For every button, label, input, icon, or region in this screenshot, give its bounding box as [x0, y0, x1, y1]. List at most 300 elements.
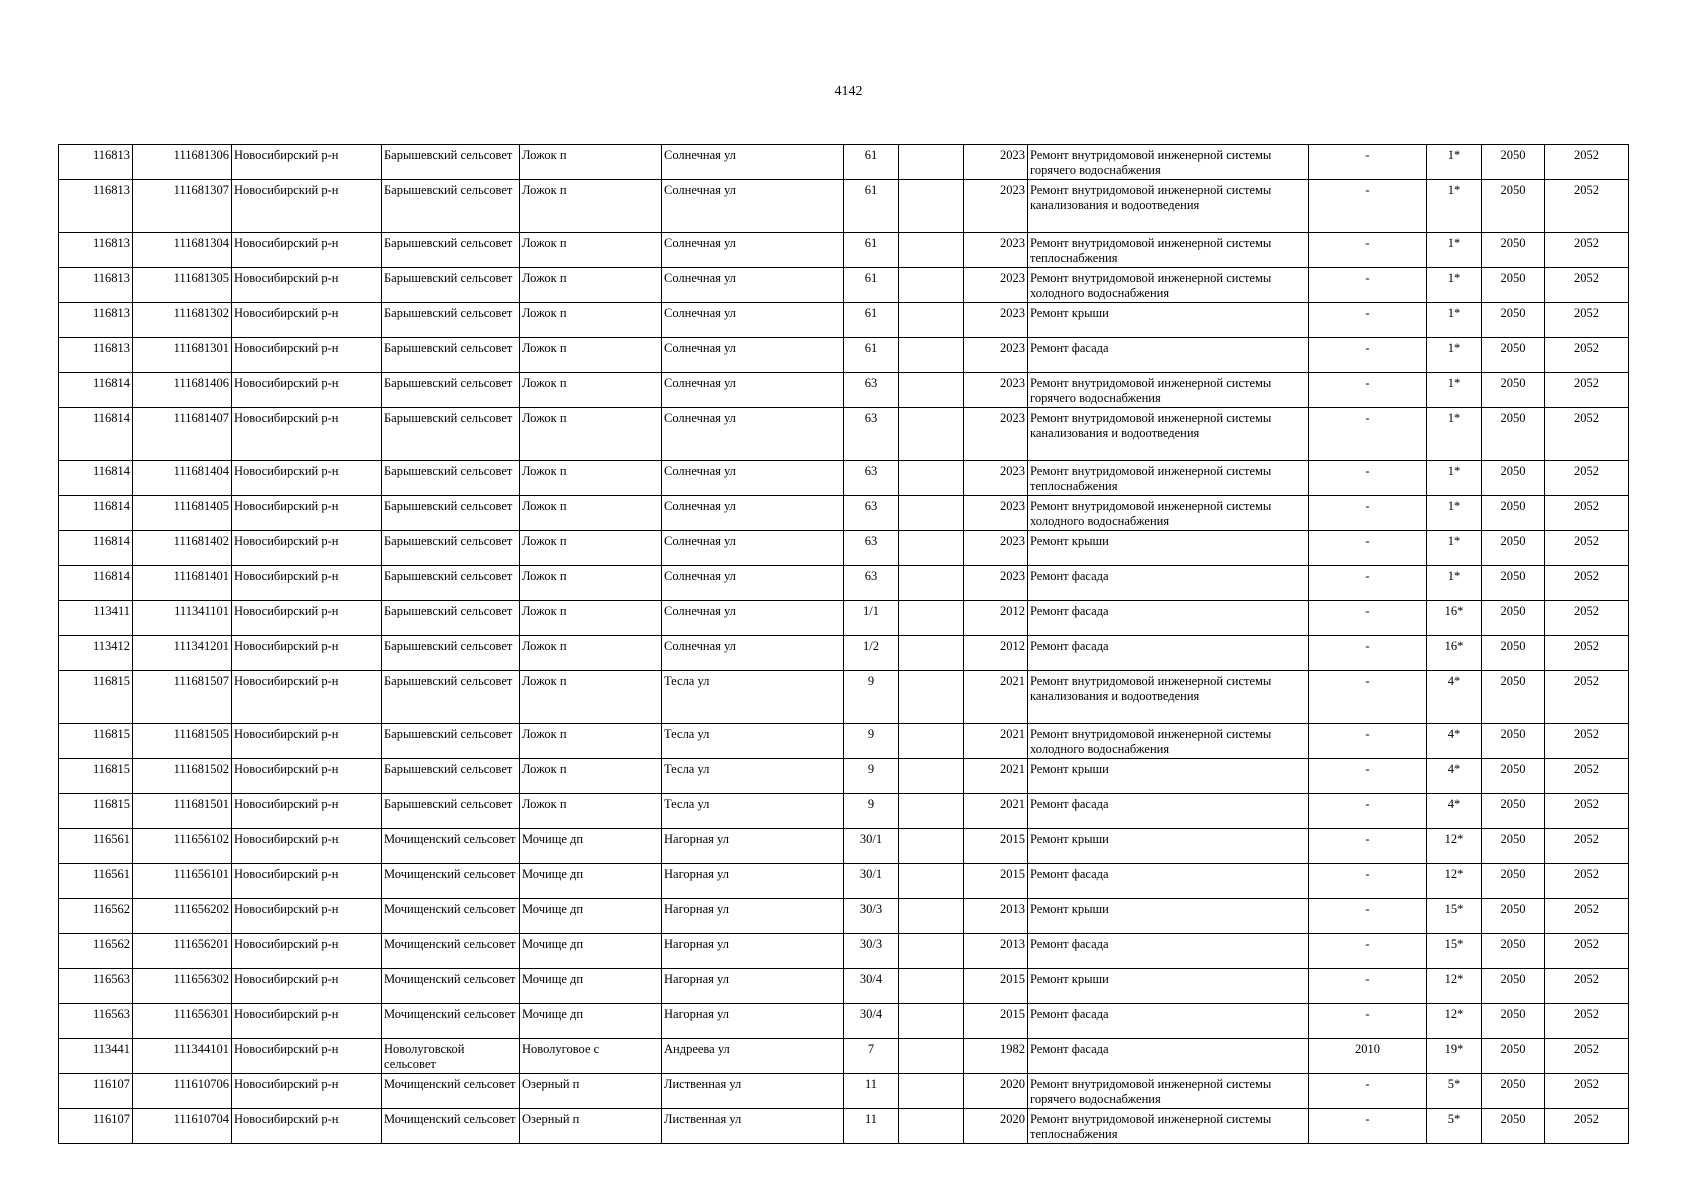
table-row: [59, 408, 1629, 461]
locality-cell: Ложок п: [520, 531, 662, 566]
work-type-cell: Ремонт фасада: [1028, 794, 1309, 829]
work-type-cell: Ремонт крыши: [1028, 759, 1309, 794]
house-number-cell: 63: [844, 373, 899, 408]
building-cell: [899, 934, 964, 969]
table-row: [59, 794, 1629, 829]
start-year-cell: 2050: [1482, 899, 1545, 934]
priority-cell: 12*: [1427, 969, 1482, 1004]
locality-cell: Ложок п: [520, 601, 662, 636]
district-cell: Новосибирский р-н: [232, 864, 382, 899]
record-id-cell: 111341201: [133, 636, 232, 671]
year-cell: 2023: [964, 268, 1028, 303]
end-year-cell: 2052: [1545, 373, 1629, 408]
street-cell: Солнечная ул: [662, 303, 844, 338]
year-cell: 2023: [964, 496, 1028, 531]
year-cell: 2012: [964, 601, 1028, 636]
last-repair-year-cell: -: [1309, 829, 1427, 864]
house-id-cell: 116563: [59, 969, 133, 1004]
end-year-cell: 2052: [1545, 601, 1629, 636]
district-cell: Новосибирский р-н: [232, 829, 382, 864]
house-id-cell: 113411: [59, 601, 133, 636]
priority-cell: 12*: [1427, 1004, 1482, 1039]
end-year-cell: 2052: [1545, 1004, 1629, 1039]
year-cell: 2023: [964, 338, 1028, 373]
house-number-cell: 11: [844, 1074, 899, 1109]
last-repair-year-cell: 2010: [1309, 1039, 1427, 1074]
locality-cell: Ложок п: [520, 794, 662, 829]
locality-cell: Ложок п: [520, 461, 662, 496]
start-year-cell: 2050: [1482, 373, 1545, 408]
house-id-cell: 116815: [59, 724, 133, 759]
last-repair-year-cell: -: [1309, 864, 1427, 899]
house-number-cell: 9: [844, 794, 899, 829]
year-cell: 2015: [964, 969, 1028, 1004]
house-number-cell: 30/4: [844, 969, 899, 1004]
building-cell: [899, 636, 964, 671]
end-year-cell: 2052: [1545, 934, 1629, 969]
house-number-cell: 61: [844, 233, 899, 268]
year-cell: 2023: [964, 180, 1028, 233]
settlement-cell: Барышевский сельсовет: [382, 233, 520, 268]
district-cell: Новосибирский р-н: [232, 496, 382, 531]
end-year-cell: 2052: [1545, 268, 1629, 303]
table-row: [59, 969, 1629, 1004]
work-type-cell: Ремонт крыши: [1028, 531, 1309, 566]
last-repair-year-cell: -: [1309, 1004, 1427, 1039]
district-cell: Новосибирский р-н: [232, 759, 382, 794]
table-row: [59, 461, 1629, 496]
settlement-cell: Мочищенский сельсовет: [382, 899, 520, 934]
end-year-cell: 2052: [1545, 829, 1629, 864]
house-id-cell: 116815: [59, 671, 133, 724]
building-cell: [899, 671, 964, 724]
priority-cell: 1*: [1427, 338, 1482, 373]
street-cell: Солнечная ул: [662, 145, 844, 180]
district-cell: Новосибирский р-н: [232, 671, 382, 724]
settlement-cell: Барышевский сельсовет: [382, 461, 520, 496]
work-type-cell: Ремонт внутридомовой инженерной системы холодного водоснабжения: [1028, 496, 1309, 531]
work-type-cell: Ремонт крыши: [1028, 303, 1309, 338]
start-year-cell: 2050: [1482, 496, 1545, 531]
priority-cell: 12*: [1427, 829, 1482, 864]
start-year-cell: 2050: [1482, 180, 1545, 233]
record-id-cell: 111656201: [133, 934, 232, 969]
house-number-cell: 11: [844, 1109, 899, 1144]
district-cell: Новосибирский р-н: [232, 1004, 382, 1039]
last-repair-year-cell: -: [1309, 180, 1427, 233]
last-repair-year-cell: -: [1309, 566, 1427, 601]
start-year-cell: 2050: [1482, 1074, 1545, 1109]
locality-cell: Мочище дп: [520, 829, 662, 864]
house-number-cell: 61: [844, 145, 899, 180]
end-year-cell: 2052: [1545, 338, 1629, 373]
building-cell: [899, 531, 964, 566]
end-year-cell: 2052: [1545, 759, 1629, 794]
table-row: [59, 1039, 1629, 1074]
start-year-cell: 2050: [1482, 1004, 1545, 1039]
district-cell: Новосибирский р-н: [232, 601, 382, 636]
year-cell: 2023: [964, 145, 1028, 180]
house-id-cell: 116814: [59, 373, 133, 408]
priority-cell: 4*: [1427, 794, 1482, 829]
house-number-cell: 1/1: [844, 601, 899, 636]
end-year-cell: 2052: [1545, 145, 1629, 180]
year-cell: 2021: [964, 724, 1028, 759]
house-number-cell: 9: [844, 724, 899, 759]
start-year-cell: 2050: [1482, 864, 1545, 899]
settlement-cell: Мочищенский сельсовет: [382, 829, 520, 864]
house-number-cell: 9: [844, 671, 899, 724]
house-number-cell: 30/4: [844, 1004, 899, 1039]
house-id-cell: 116814: [59, 461, 133, 496]
last-repair-year-cell: -: [1309, 268, 1427, 303]
record-id-cell: 111681501: [133, 794, 232, 829]
settlement-cell: Барышевский сельсовет: [382, 759, 520, 794]
year-cell: 2020: [964, 1074, 1028, 1109]
street-cell: Солнечная ул: [662, 180, 844, 233]
priority-cell: 12*: [1427, 864, 1482, 899]
start-year-cell: 2050: [1482, 531, 1545, 566]
house-number-cell: 63: [844, 461, 899, 496]
priority-cell: 1*: [1427, 303, 1482, 338]
house-id-cell: 116813: [59, 233, 133, 268]
start-year-cell: 2050: [1482, 934, 1545, 969]
work-type-cell: Ремонт фасада: [1028, 864, 1309, 899]
record-id-cell: 111681507: [133, 671, 232, 724]
start-year-cell: 2050: [1482, 408, 1545, 461]
start-year-cell: 2050: [1482, 145, 1545, 180]
locality-cell: Мочище дп: [520, 1004, 662, 1039]
locality-cell: Мочище дп: [520, 864, 662, 899]
locality-cell: Ложок п: [520, 338, 662, 373]
district-cell: Новосибирский р-н: [232, 969, 382, 1004]
end-year-cell: 2052: [1545, 1039, 1629, 1074]
building-cell: [899, 829, 964, 864]
building-cell: [899, 1039, 964, 1074]
street-cell: Солнечная ул: [662, 408, 844, 461]
last-repair-year-cell: -: [1309, 1074, 1427, 1109]
year-cell: 1982: [964, 1039, 1028, 1074]
record-id-cell: 111681307: [133, 180, 232, 233]
last-repair-year-cell: -: [1309, 1109, 1427, 1144]
district-cell: Новосибирский р-н: [232, 373, 382, 408]
end-year-cell: 2052: [1545, 864, 1629, 899]
building-cell: [899, 724, 964, 759]
building-cell: [899, 759, 964, 794]
locality-cell: Ложок п: [520, 408, 662, 461]
settlement-cell: Барышевский сельсовет: [382, 636, 520, 671]
start-year-cell: 2050: [1482, 1039, 1545, 1074]
district-cell: Новосибирский р-н: [232, 1074, 382, 1109]
locality-cell: Ложок п: [520, 724, 662, 759]
house-id-cell: 116813: [59, 268, 133, 303]
start-year-cell: 2050: [1482, 338, 1545, 373]
last-repair-year-cell: -: [1309, 408, 1427, 461]
table-row: [59, 1074, 1629, 1109]
locality-cell: Ложок п: [520, 636, 662, 671]
priority-cell: 1*: [1427, 496, 1482, 531]
year-cell: 2023: [964, 303, 1028, 338]
priority-cell: 4*: [1427, 671, 1482, 724]
street-cell: Нагорная ул: [662, 829, 844, 864]
house-id-cell: 113412: [59, 636, 133, 671]
record-id-cell: 111681406: [133, 373, 232, 408]
table-row: [59, 303, 1629, 338]
priority-cell: 19*: [1427, 1039, 1482, 1074]
settlement-cell: Барышевский сельсовет: [382, 794, 520, 829]
work-type-cell: Ремонт внутридомовой инженерной системы холодного водоснабжения: [1028, 268, 1309, 303]
settlement-cell: Мочищенский сельсовет: [382, 1074, 520, 1109]
page-number: 4142: [834, 84, 863, 99]
table-row: [59, 864, 1629, 899]
record-id-cell: 111656202: [133, 899, 232, 934]
priority-cell: 1*: [1427, 180, 1482, 233]
work-type-cell: Ремонт внутридомовой инженерной системы теплоснабжения: [1028, 461, 1309, 496]
house-number-cell: 1/2: [844, 636, 899, 671]
record-id-cell: 111681404: [133, 461, 232, 496]
building-cell: [899, 145, 964, 180]
end-year-cell: 2052: [1545, 566, 1629, 601]
end-year-cell: 2052: [1545, 1109, 1629, 1144]
building-cell: [899, 1074, 964, 1109]
record-id-cell: 111681402: [133, 531, 232, 566]
last-repair-year-cell: -: [1309, 303, 1427, 338]
table-row: [59, 671, 1629, 724]
priority-cell: 1*: [1427, 373, 1482, 408]
table-row: [59, 829, 1629, 864]
street-cell: Тесла ул: [662, 724, 844, 759]
house-id-cell: 116814: [59, 408, 133, 461]
start-year-cell: 2050: [1482, 759, 1545, 794]
last-repair-year-cell: -: [1309, 671, 1427, 724]
district-cell: Новосибирский р-н: [232, 1109, 382, 1144]
settlement-cell: Барышевский сельсовет: [382, 180, 520, 233]
settlement-cell: Мочищенский сельсовет: [382, 934, 520, 969]
priority-cell: 16*: [1427, 601, 1482, 636]
record-id-cell: 111681502: [133, 759, 232, 794]
settlement-cell: Мочищенский сельсовет: [382, 1004, 520, 1039]
settlement-cell: Барышевский сельсовет: [382, 496, 520, 531]
priority-cell: 4*: [1427, 724, 1482, 759]
building-cell: [899, 1109, 964, 1144]
street-cell: Нагорная ул: [662, 934, 844, 969]
locality-cell: Ложок п: [520, 373, 662, 408]
district-cell: Новосибирский р-н: [232, 461, 382, 496]
building-cell: [899, 496, 964, 531]
street-cell: Тесла ул: [662, 671, 844, 724]
district-cell: Новосибирский р-н: [232, 899, 382, 934]
settlement-cell: Новолуговской сельсовет: [382, 1039, 520, 1074]
end-year-cell: 2052: [1545, 1074, 1629, 1109]
house-number-cell: 9: [844, 759, 899, 794]
street-cell: Солнечная ул: [662, 461, 844, 496]
priority-cell: 1*: [1427, 233, 1482, 268]
last-repair-year-cell: -: [1309, 934, 1427, 969]
priority-cell: 5*: [1427, 1074, 1482, 1109]
work-type-cell: Ремонт фасада: [1028, 1039, 1309, 1074]
house-id-cell: 116107: [59, 1074, 133, 1109]
district-cell: Новосибирский р-н: [232, 180, 382, 233]
locality-cell: Ложок п: [520, 180, 662, 233]
district-cell: Новосибирский р-н: [232, 303, 382, 338]
start-year-cell: 2050: [1482, 636, 1545, 671]
work-type-cell: Ремонт внутридомовой инженерной системы канализования и водоотведения: [1028, 671, 1309, 724]
record-id-cell: 111341101: [133, 601, 232, 636]
street-cell: Лиственная ул: [662, 1109, 844, 1144]
priority-cell: 1*: [1427, 268, 1482, 303]
work-type-cell: Ремонт крыши: [1028, 829, 1309, 864]
last-repair-year-cell: -: [1309, 145, 1427, 180]
record-id-cell: 111681306: [133, 145, 232, 180]
building-cell: [899, 180, 964, 233]
record-id-cell: 111610706: [133, 1074, 232, 1109]
table-row: [59, 268, 1629, 303]
record-id-cell: 111656102: [133, 829, 232, 864]
year-cell: 2015: [964, 864, 1028, 899]
capital-repair-table: [58, 144, 1629, 1144]
year-cell: 2021: [964, 794, 1028, 829]
street-cell: Солнечная ул: [662, 496, 844, 531]
table-row: [59, 373, 1629, 408]
year-cell: 2023: [964, 461, 1028, 496]
street-cell: Нагорная ул: [662, 899, 844, 934]
last-repair-year-cell: -: [1309, 724, 1427, 759]
priority-cell: 16*: [1427, 636, 1482, 671]
building-cell: [899, 373, 964, 408]
last-repair-year-cell: -: [1309, 373, 1427, 408]
year-cell: 2015: [964, 1004, 1028, 1039]
street-cell: Солнечная ул: [662, 566, 844, 601]
end-year-cell: 2052: [1545, 408, 1629, 461]
priority-cell: 5*: [1427, 1109, 1482, 1144]
priority-cell: 15*: [1427, 899, 1482, 934]
street-cell: Нагорная ул: [662, 864, 844, 899]
district-cell: Новосибирский р-н: [232, 268, 382, 303]
house-id-cell: 116813: [59, 303, 133, 338]
house-number-cell: 63: [844, 408, 899, 461]
street-cell: Солнечная ул: [662, 636, 844, 671]
record-id-cell: 111681301: [133, 338, 232, 373]
locality-cell: Мочище дп: [520, 934, 662, 969]
house-id-cell: 116813: [59, 145, 133, 180]
table-row: [59, 338, 1629, 373]
house-number-cell: 30/3: [844, 899, 899, 934]
last-repair-year-cell: -: [1309, 759, 1427, 794]
building-cell: [899, 969, 964, 1004]
house-id-cell: 116814: [59, 496, 133, 531]
start-year-cell: 2050: [1482, 233, 1545, 268]
start-year-cell: 2050: [1482, 601, 1545, 636]
house-id-cell: 116815: [59, 794, 133, 829]
district-cell: Новосибирский р-н: [232, 145, 382, 180]
locality-cell: Ложок п: [520, 759, 662, 794]
priority-cell: 1*: [1427, 566, 1482, 601]
priority-cell: 15*: [1427, 934, 1482, 969]
street-cell: Нагорная ул: [662, 969, 844, 1004]
start-year-cell: 2050: [1482, 671, 1545, 724]
street-cell: Солнечная ул: [662, 601, 844, 636]
settlement-cell: Мочищенский сельсовет: [382, 969, 520, 1004]
table-row: [59, 724, 1629, 759]
last-repair-year-cell: -: [1309, 969, 1427, 1004]
work-type-cell: Ремонт крыши: [1028, 969, 1309, 1004]
last-repair-year-cell: -: [1309, 601, 1427, 636]
house-number-cell: 30/3: [844, 934, 899, 969]
work-type-cell: Ремонт фасада: [1028, 566, 1309, 601]
record-id-cell: 111656302: [133, 969, 232, 1004]
settlement-cell: Барышевский сельсовет: [382, 566, 520, 601]
work-type-cell: Ремонт фасада: [1028, 338, 1309, 373]
house-number-cell: 30/1: [844, 829, 899, 864]
year-cell: 2012: [964, 636, 1028, 671]
year-cell: 2023: [964, 531, 1028, 566]
district-cell: Новосибирский р-н: [232, 1039, 382, 1074]
settlement-cell: Барышевский сельсовет: [382, 408, 520, 461]
district-cell: Новосибирский р-н: [232, 934, 382, 969]
street-cell: Нагорная ул: [662, 1004, 844, 1039]
work-type-cell: Ремонт внутридомовой инженерной системы горячего водоснабжения: [1028, 145, 1309, 180]
building-cell: [899, 1004, 964, 1039]
record-id-cell: 111681407: [133, 408, 232, 461]
end-year-cell: 2052: [1545, 303, 1629, 338]
start-year-cell: 2050: [1482, 794, 1545, 829]
locality-cell: Ложок п: [520, 566, 662, 601]
end-year-cell: 2052: [1545, 969, 1629, 1004]
year-cell: 2013: [964, 934, 1028, 969]
end-year-cell: 2052: [1545, 233, 1629, 268]
building-cell: [899, 303, 964, 338]
street-cell: Тесла ул: [662, 794, 844, 829]
record-id-cell: 111681304: [133, 233, 232, 268]
house-id-cell: 116814: [59, 531, 133, 566]
work-type-cell: Ремонт фасада: [1028, 1004, 1309, 1039]
work-type-cell: Ремонт фасада: [1028, 601, 1309, 636]
building-cell: [899, 566, 964, 601]
table-row: [59, 496, 1629, 531]
street-cell: Солнечная ул: [662, 338, 844, 373]
end-year-cell: 2052: [1545, 794, 1629, 829]
district-cell: Новосибирский р-н: [232, 531, 382, 566]
building-cell: [899, 864, 964, 899]
settlement-cell: Барышевский сельсовет: [382, 601, 520, 636]
building-cell: [899, 601, 964, 636]
year-cell: 2023: [964, 408, 1028, 461]
work-type-cell: Ремонт фасада: [1028, 934, 1309, 969]
work-type-cell: Ремонт фасада: [1028, 636, 1309, 671]
house-number-cell: 61: [844, 303, 899, 338]
work-type-cell: Ремонт крыши: [1028, 899, 1309, 934]
year-cell: 2023: [964, 373, 1028, 408]
building-cell: [899, 408, 964, 461]
table-row: [59, 145, 1629, 180]
house-id-cell: 116107: [59, 1109, 133, 1144]
table-row: [59, 531, 1629, 566]
settlement-cell: Барышевский сельсовет: [382, 373, 520, 408]
locality-cell: Ложок п: [520, 268, 662, 303]
settlement-cell: Барышевский сельсовет: [382, 671, 520, 724]
work-type-cell: Ремонт внутридомовой инженерной системы холодного водоснабжения: [1028, 724, 1309, 759]
district-cell: Новосибирский р-н: [232, 233, 382, 268]
last-repair-year-cell: -: [1309, 496, 1427, 531]
year-cell: 2015: [964, 829, 1028, 864]
district-cell: Новосибирский р-н: [232, 408, 382, 461]
house-id-cell: 116815: [59, 759, 133, 794]
start-year-cell: 2050: [1482, 829, 1545, 864]
house-number-cell: 63: [844, 531, 899, 566]
start-year-cell: 2050: [1482, 461, 1545, 496]
locality-cell: Ложок п: [520, 145, 662, 180]
end-year-cell: 2052: [1545, 671, 1629, 724]
